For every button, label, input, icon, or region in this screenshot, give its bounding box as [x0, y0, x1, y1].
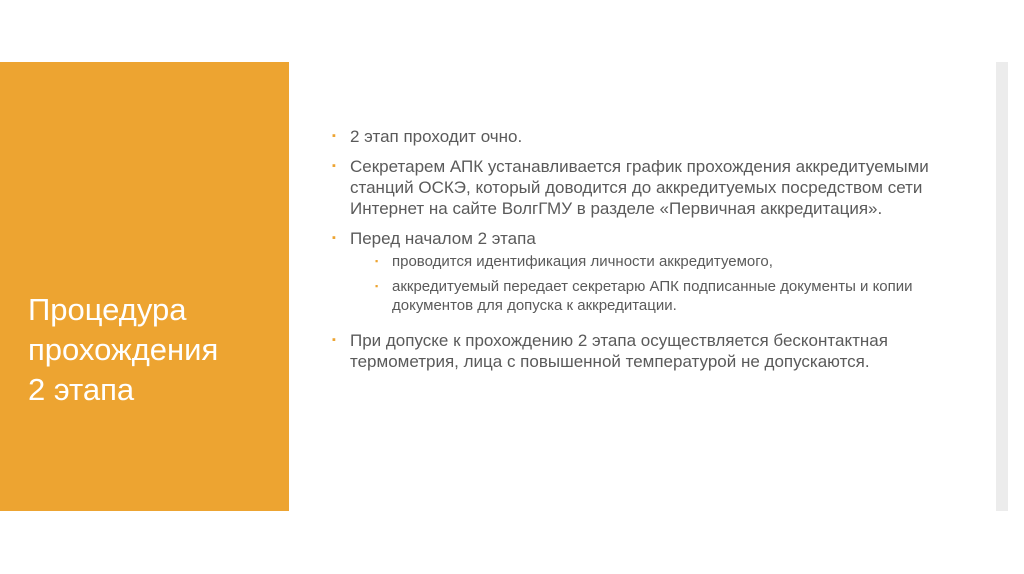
- content-body: [332, 126, 952, 381]
- title-panel: [0, 62, 289, 511]
- bullet-square-icon: ▪: [375, 281, 379, 291]
- scrollbar[interactable]: [996, 62, 1008, 511]
- list-item: [332, 228, 952, 315]
- bullet-square-icon: ▪: [332, 334, 336, 346]
- sub-bullet-text: аккредитуемый передает секретарю АПК подписанные документы и копии документов для допуска к аккредитации.: [392, 278, 913, 314]
- sub-list-item: [350, 252, 952, 271]
- bullet-text: Перед началом 2 этапа: [350, 229, 536, 248]
- slide-title: Процедура прохождения 2 этапа: [28, 292, 219, 407]
- bullet-square-icon: ▪: [332, 160, 336, 172]
- sub-list-item: [350, 277, 952, 315]
- sub-bullet-text: проводится идентификация личности аккредитуемого,: [392, 253, 773, 270]
- list-item: [332, 330, 952, 372]
- bullet-text: При допуске к прохождению 2 этапа осуществляется бесконтактная термометрия, лица с повышенной температурой не допускаются.: [350, 331, 888, 371]
- bullet-text: Секретарем АПК устанавливается график прохождения аккредитуемыми станций ОСКЭ, который доводится до аккредитуемых посредством сети Интернет на сайте ВолгГМУ в разделе «Первичная аккредитация».: [350, 157, 929, 218]
- list-item: [332, 126, 952, 147]
- sub-list: [350, 252, 952, 315]
- bullet-text: 2 этап проходит очно.: [350, 127, 523, 146]
- bullet-square-icon: ▪: [332, 130, 336, 142]
- bullet-square-icon: ▪: [375, 256, 379, 266]
- bullet-square-icon: ▪: [332, 232, 336, 244]
- list-item: [332, 156, 952, 219]
